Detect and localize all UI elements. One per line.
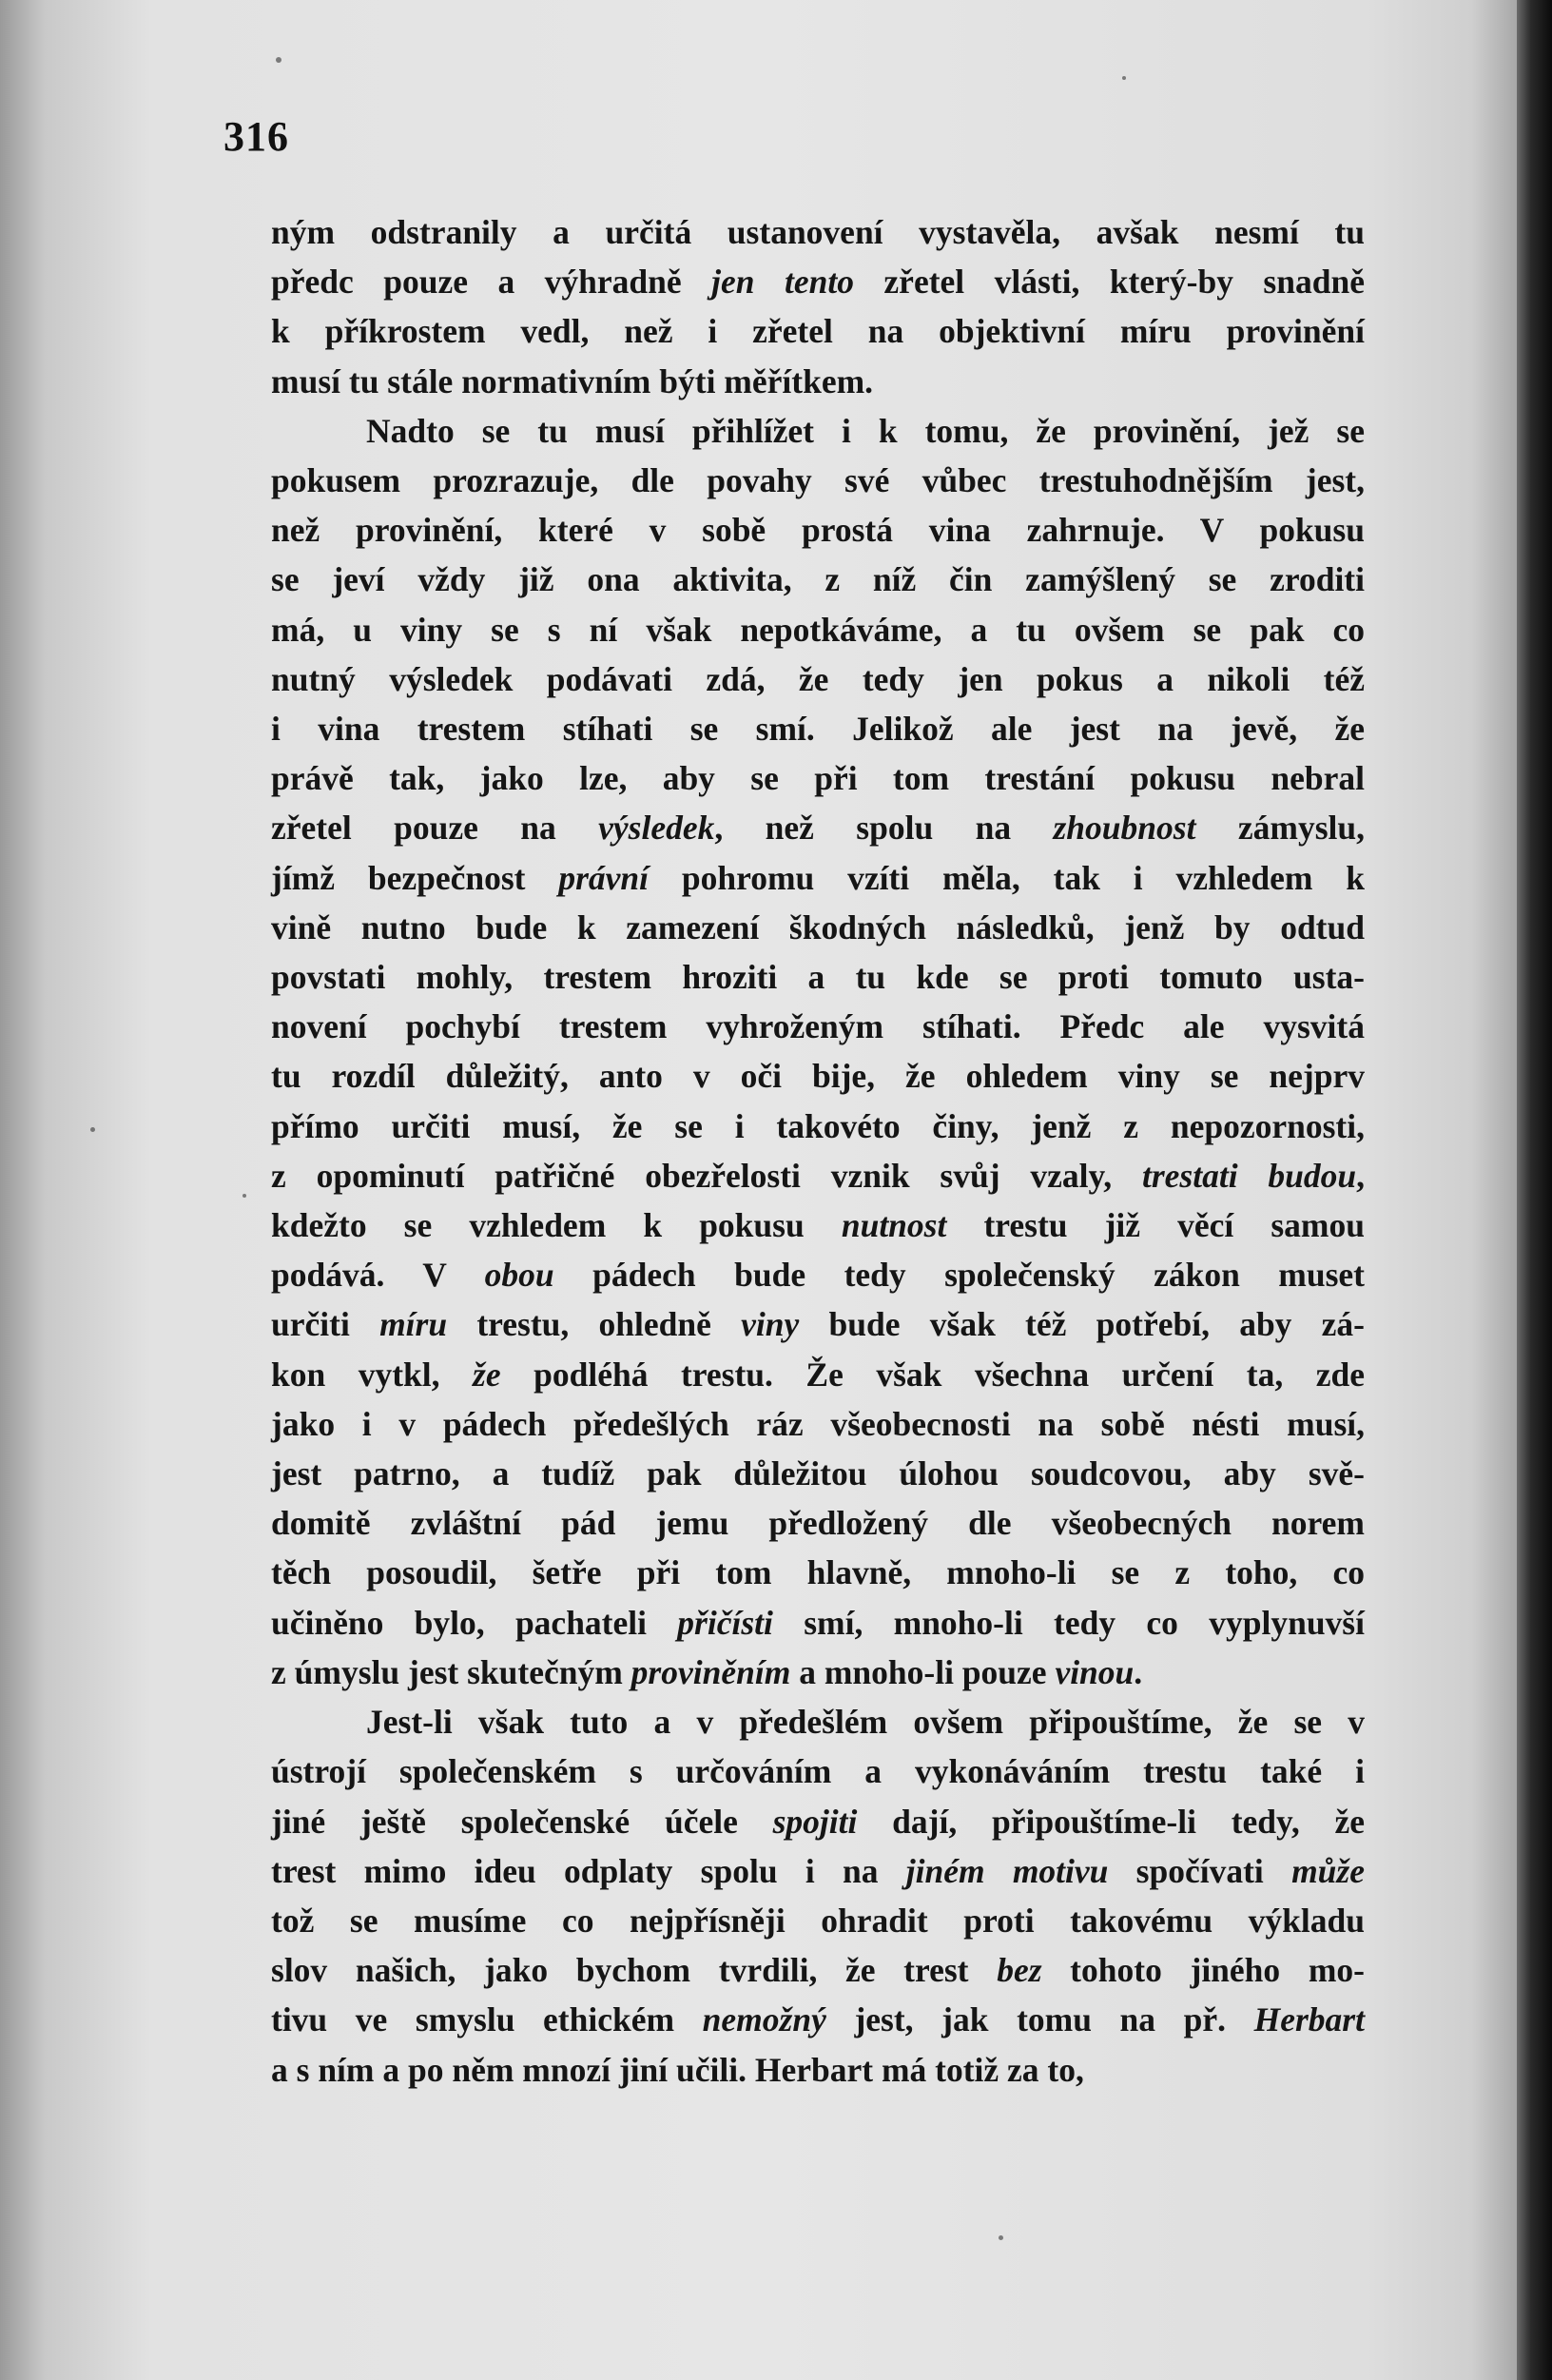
text-line: z opominutí patřičné obezřelosti vznik svůj vzaly, trestati budou, bbox=[271, 1156, 1365, 1195]
text-line: vině nutno bude k zamezení škodných následků, jenž by odtud bbox=[271, 907, 1365, 946]
text-line: přímo určiti musí, že se i takovéto činy, jenž z nepozornosti, bbox=[271, 1106, 1365, 1145]
text-line: má, u viny se s ní však nepotkáváme, a tu ovšem se pak co bbox=[271, 610, 1365, 649]
text-line: ústrojí společenském s určováním a vykonáváním trestu také i bbox=[271, 1752, 1365, 1791]
text-line: tivu ve smyslu ethickém nemožný jest, jak tomu na př. Herbart bbox=[271, 2000, 1365, 2039]
text-line: novení pochybí trestem vyhroženým stíhati. Předc ale vysvitá bbox=[271, 1007, 1365, 1046]
body-text bbox=[271, 207, 1365, 2095]
paragraph bbox=[271, 207, 1365, 406]
text-line: Nadto se tu musí přihlížet i k tomu, že provinění, jež se bbox=[366, 411, 1365, 450]
text-line: těch posoudil, šetře při tom hlavně, mnoho-li se z toho, co bbox=[271, 1553, 1365, 1592]
text-line: slov našich, jako bychom tvrdili, že trest bez tohoto jiného mo- bbox=[271, 1951, 1365, 1990]
text-line: nutný výsledek podávati zdá, že tedy jen pokus a nikoli též bbox=[271, 659, 1365, 698]
text-line: z úmyslu jest skutečným proviněním a mnoho-li pouze vinou. bbox=[271, 1652, 1143, 1691]
text-line: jiné ještě společenské účele spojiti dají, připouštíme-li tedy, že bbox=[271, 1802, 1365, 1841]
text-line: kon vytkl, že podléhá trestu. Že však všechna určení ta, zde bbox=[271, 1355, 1365, 1394]
text-line: musí tu stále normativním býti měřítkem. bbox=[271, 361, 874, 400]
text-line: i vina trestem stíhati se smí. Jelikož ale jest na jevě, že bbox=[271, 710, 1365, 749]
text-line: se jeví vždy již ona aktivita, z níž čin zamýšlený se zroditi bbox=[271, 560, 1365, 599]
text-line: učiněno bylo, pachateli přičísti smí, mnoho-li tedy co vyplynuvší bbox=[271, 1603, 1365, 1642]
text-line: předc pouze a výhradně jen tento zřetel vlásti, který-by snadně bbox=[271, 263, 1365, 302]
paragraph bbox=[271, 1697, 1365, 2095]
text-line: než provinění, které v sobě prostá vina zahrnuje. V pokusu bbox=[271, 511, 1365, 550]
text-line: jest patrno, a tudíž pak důležitou úlohou soudcovou, aby svě- bbox=[271, 1454, 1365, 1493]
text-line: trest mimo ideu odplaty spolu i na jiném motivu spočívati může bbox=[271, 1851, 1365, 1890]
text-line: kdežto se vzhledem k pokusu nutnost trestu již věcí samou bbox=[271, 1206, 1365, 1245]
text-line: zřetel pouze na výsledek, než spolu na zhoubnost zámyslu, bbox=[271, 809, 1365, 848]
text-line: jako i v pádech předešlých ráz všeobecnosti na sobě nésti musí, bbox=[271, 1404, 1365, 1443]
text-line: a s ním a po něm mnozí jiní učili. Herbart má totiž za to, bbox=[271, 2050, 1084, 2089]
text-line: určiti míru trestu, ohledně viny bude však též potřebí, aby zá- bbox=[271, 1305, 1366, 1344]
page-number: 316 bbox=[223, 113, 289, 160]
text-line: Jest-li však tuto a v předešlém ovšem připouštíme, že se v bbox=[366, 1703, 1365, 1742]
text-line: tu rozdíl důležitý, anto v oči bije, že ohledem viny se nejprv bbox=[271, 1057, 1365, 1096]
text-line: domitě zvláštní pád jemu předložený dle všeobecných norem bbox=[271, 1504, 1365, 1543]
text-line: ným odstranily a určitá ustanovení vystavěla, avšak nesmí tu bbox=[271, 213, 1365, 251]
text-line: k příkrostem vedl, než i zřetel na objektivní míru provinění bbox=[271, 312, 1365, 351]
text-line: pokusem prozrazuje, dle povahy své vůbec trestuhodnějším jest, bbox=[271, 461, 1365, 500]
text-line: právě tak, jako lze, aby se při tom trestání pokusu nebral bbox=[271, 759, 1365, 798]
text-line: podává. V obou pádech bude tedy společenský zákon muset bbox=[271, 1256, 1366, 1295]
text-line: jímž bezpečnost právní pohromu vzíti měla, tak i vzhledem k bbox=[271, 858, 1365, 897]
text-line: tož se musíme co nejpřísněji ohradit proti takovému výkladu bbox=[271, 1901, 1365, 1940]
page-edge-shadow bbox=[1517, 0, 1552, 2380]
text-line: povstati mohly, trestem hroziti a tu kde se proti tomuto usta- bbox=[271, 958, 1365, 997]
paragraph bbox=[271, 406, 1365, 1697]
